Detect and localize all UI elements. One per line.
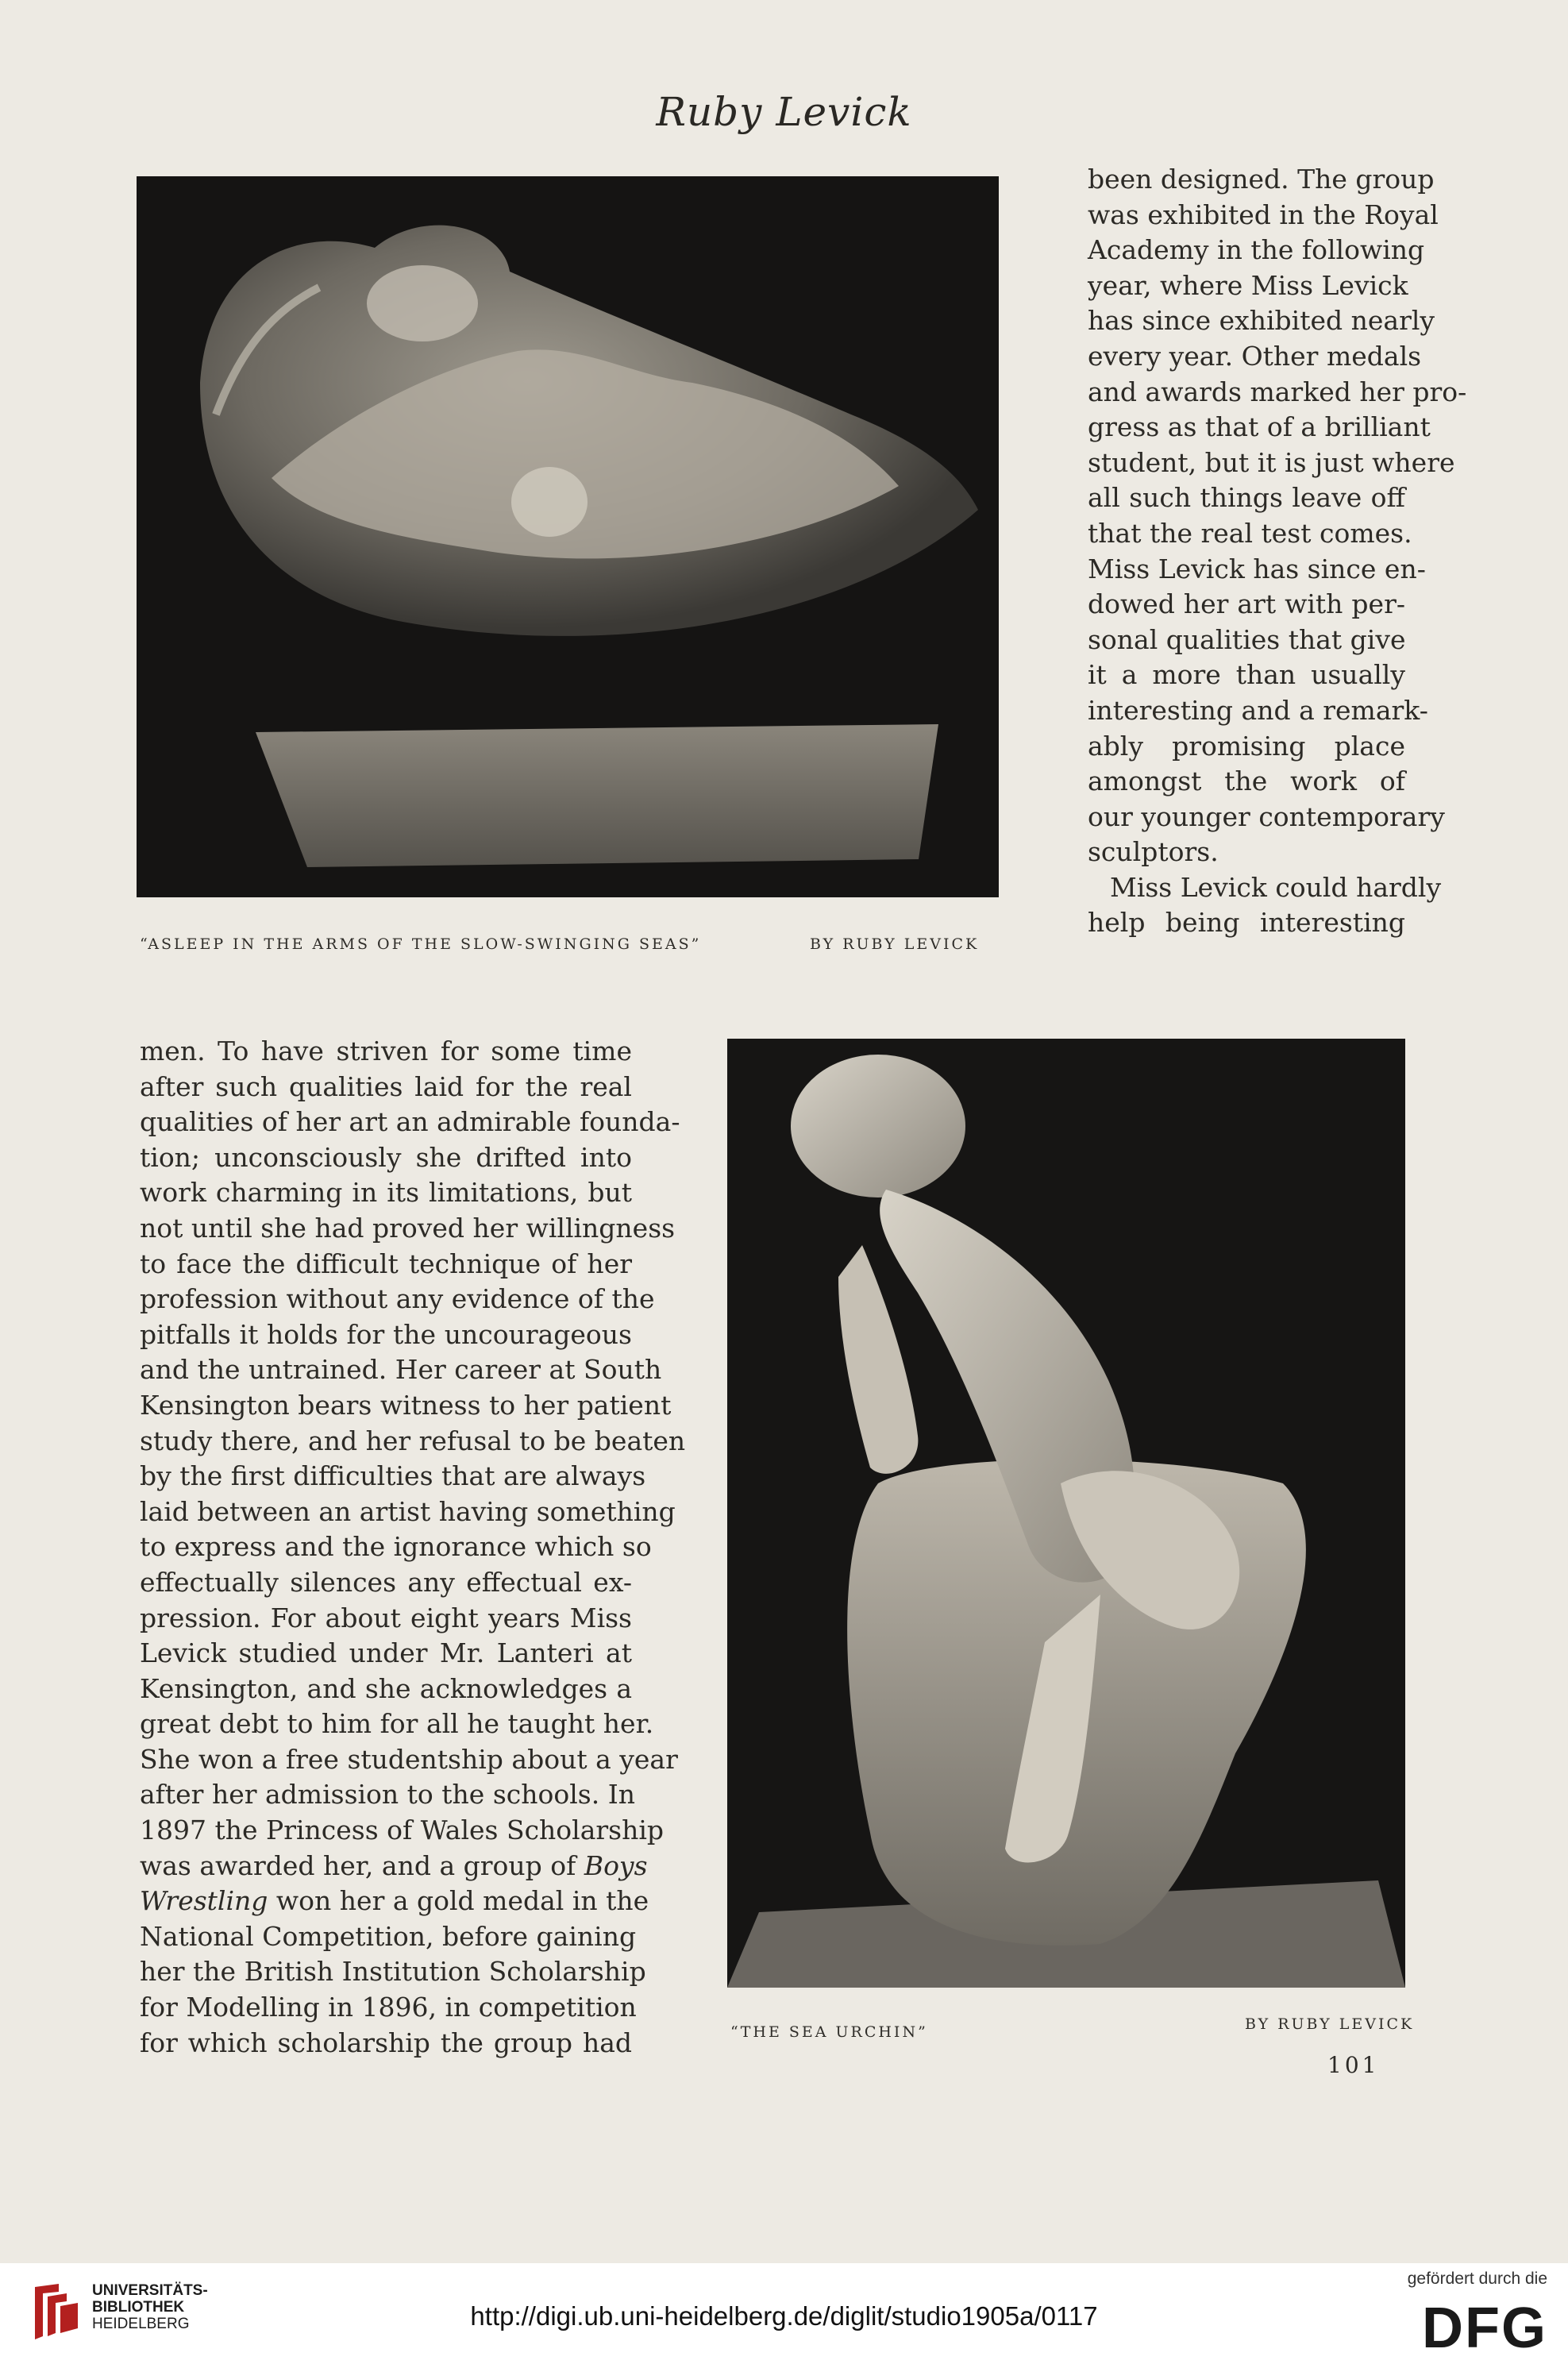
text-line: National Competition, before gaining — [140, 1920, 637, 1952]
body-text-left-column — [140, 1034, 686, 2061]
text-line: has since exhibited nearly — [1088, 305, 1435, 337]
text-line: profession without any evidence of the — [140, 1283, 655, 1315]
figure-caption-title: “ASLEEP IN THE ARMS OF THE SLOW-SWINGING SEAS” — [140, 935, 702, 953]
text-line: sculptors. — [1088, 836, 1219, 868]
text-line: that the real test comes. — [1088, 517, 1412, 549]
text-line: interesting and a remark- — [1088, 694, 1428, 726]
text-line: and the untrained. Her career at South — [140, 1354, 662, 1386]
text-line: She won a free studentship about a year — [140, 1743, 678, 1775]
funding-note: gefördert durch die — [1407, 2270, 1547, 2288]
text-line: Levick studied under Mr. Lanteri at — [140, 1637, 632, 1669]
library-name-line: UNIVERSITÄTS- — [92, 2282, 208, 2299]
text-line: after such qualities laid for the real — [140, 1070, 632, 1102]
text-line: every year. Other medals — [1088, 340, 1422, 372]
text-line: 1897 the Princess of Wales Scholarship — [140, 1815, 665, 1846]
text-line: dowed her art with per- — [1088, 588, 1405, 620]
text-line: gress as that of a brilliant — [1088, 411, 1431, 443]
text-line: her the British Institution Scholarship — [140, 1956, 646, 1988]
dfg-logo: DFG — [1422, 2297, 1547, 2360]
text-line: our younger contemporary — [1088, 800, 1445, 832]
text-line: not until she had proved her willingness — [140, 1212, 676, 1244]
page-title: Ruby Levick — [656, 89, 912, 135]
text-line: qualities of her art an admirable founda- — [140, 1106, 680, 1138]
sculpture-photo-sea-urchin — [727, 1039, 1405, 1988]
figure-caption-credit: BY RUBY LEVICK — [810, 935, 980, 953]
text-line: and awards marked her pro- — [1088, 376, 1467, 407]
text-line: ably promising place — [1088, 730, 1405, 762]
page-number: 101 — [1327, 2052, 1380, 2078]
text-line: all such things leave off — [1088, 482, 1405, 514]
text-line — [140, 1884, 649, 1919]
text-line: been designed. The group — [1088, 164, 1435, 195]
text-line: Kensington bears witness to her patient — [140, 1389, 672, 1421]
text-segment: was awarded her, and a group of — [140, 1849, 584, 1881]
text-line: Kensington, and she acknowledges a — [140, 1672, 632, 1704]
text-line: sonal qualities that give — [1088, 623, 1406, 655]
library-name-line: HEIDELBERG — [92, 2316, 190, 2332]
italic-title: Wrestling — [140, 1885, 268, 1917]
sculpture-photo-asleep — [137, 176, 999, 897]
text-line: men. To have striven for some time — [140, 1036, 632, 1066]
sculpture-image-2 — [727, 1039, 1405, 1988]
text-line: it a more than usually — [1088, 659, 1405, 691]
body-text-right-column — [1088, 162, 1467, 941]
figure-caption-credit: BY RUBY LEVICK — [1245, 2015, 1415, 2033]
text-line: by the first difficulties that are always — [140, 1460, 646, 1492]
text-line: amongst the work of — [1088, 766, 1405, 797]
italic-title: Boys — [584, 1849, 648, 1881]
text-line: Miss Levick could hardly — [1110, 871, 1442, 903]
text-line: Miss Levick has since en- — [1088, 553, 1426, 584]
text-line: laid between an artist having something — [140, 1495, 676, 1527]
text-line: effectually silences any effectual ex- — [140, 1566, 632, 1598]
text-line: for Modelling in 1896, in competition — [140, 1992, 637, 2023]
text-line: help being interesting — [1088, 907, 1405, 939]
text-line: to express and the ignorance which so — [140, 1531, 652, 1563]
text-line: year, where Miss Levick — [1088, 269, 1408, 301]
text-line — [140, 1849, 648, 1884]
text-line: student, but it is just where — [1088, 446, 1455, 478]
text-line: Academy in the following — [1088, 234, 1425, 266]
text-line: was exhibited in the Royal — [1088, 199, 1439, 230]
text-line: great debt to him for all he taught her. — [140, 1708, 654, 1740]
text-line: study there, and her refusal to be beaten — [140, 1425, 686, 1456]
text-line: work charming in its limitations, but — [140, 1177, 632, 1209]
text-line: pitfalls it holds for the uncourageous — [140, 1318, 632, 1350]
text-segment: won her a gold medal in the — [268, 1885, 649, 1917]
text-line: pression. For about eight years Miss — [140, 1602, 632, 1633]
text-line: to face the difficult technique of her — [140, 1248, 632, 1279]
text-line: for which scholarship the group had — [140, 2027, 632, 2058]
figure-caption-title: “THE SEA URCHIN” — [730, 2023, 928, 2041]
library-name-line: BIBLIOTHEK — [92, 2299, 185, 2316]
sculpture-image-1 — [137, 176, 999, 897]
text-line: tion; unconsciously she drifted into — [140, 1141, 632, 1173]
text-line: after her admission to the schools. In — [140, 1779, 635, 1811]
source-url-link[interactable]: http://digi.ub.uni-heidelberg.de/diglit/studio1905a/0117 — [470, 2301, 1098, 2331]
